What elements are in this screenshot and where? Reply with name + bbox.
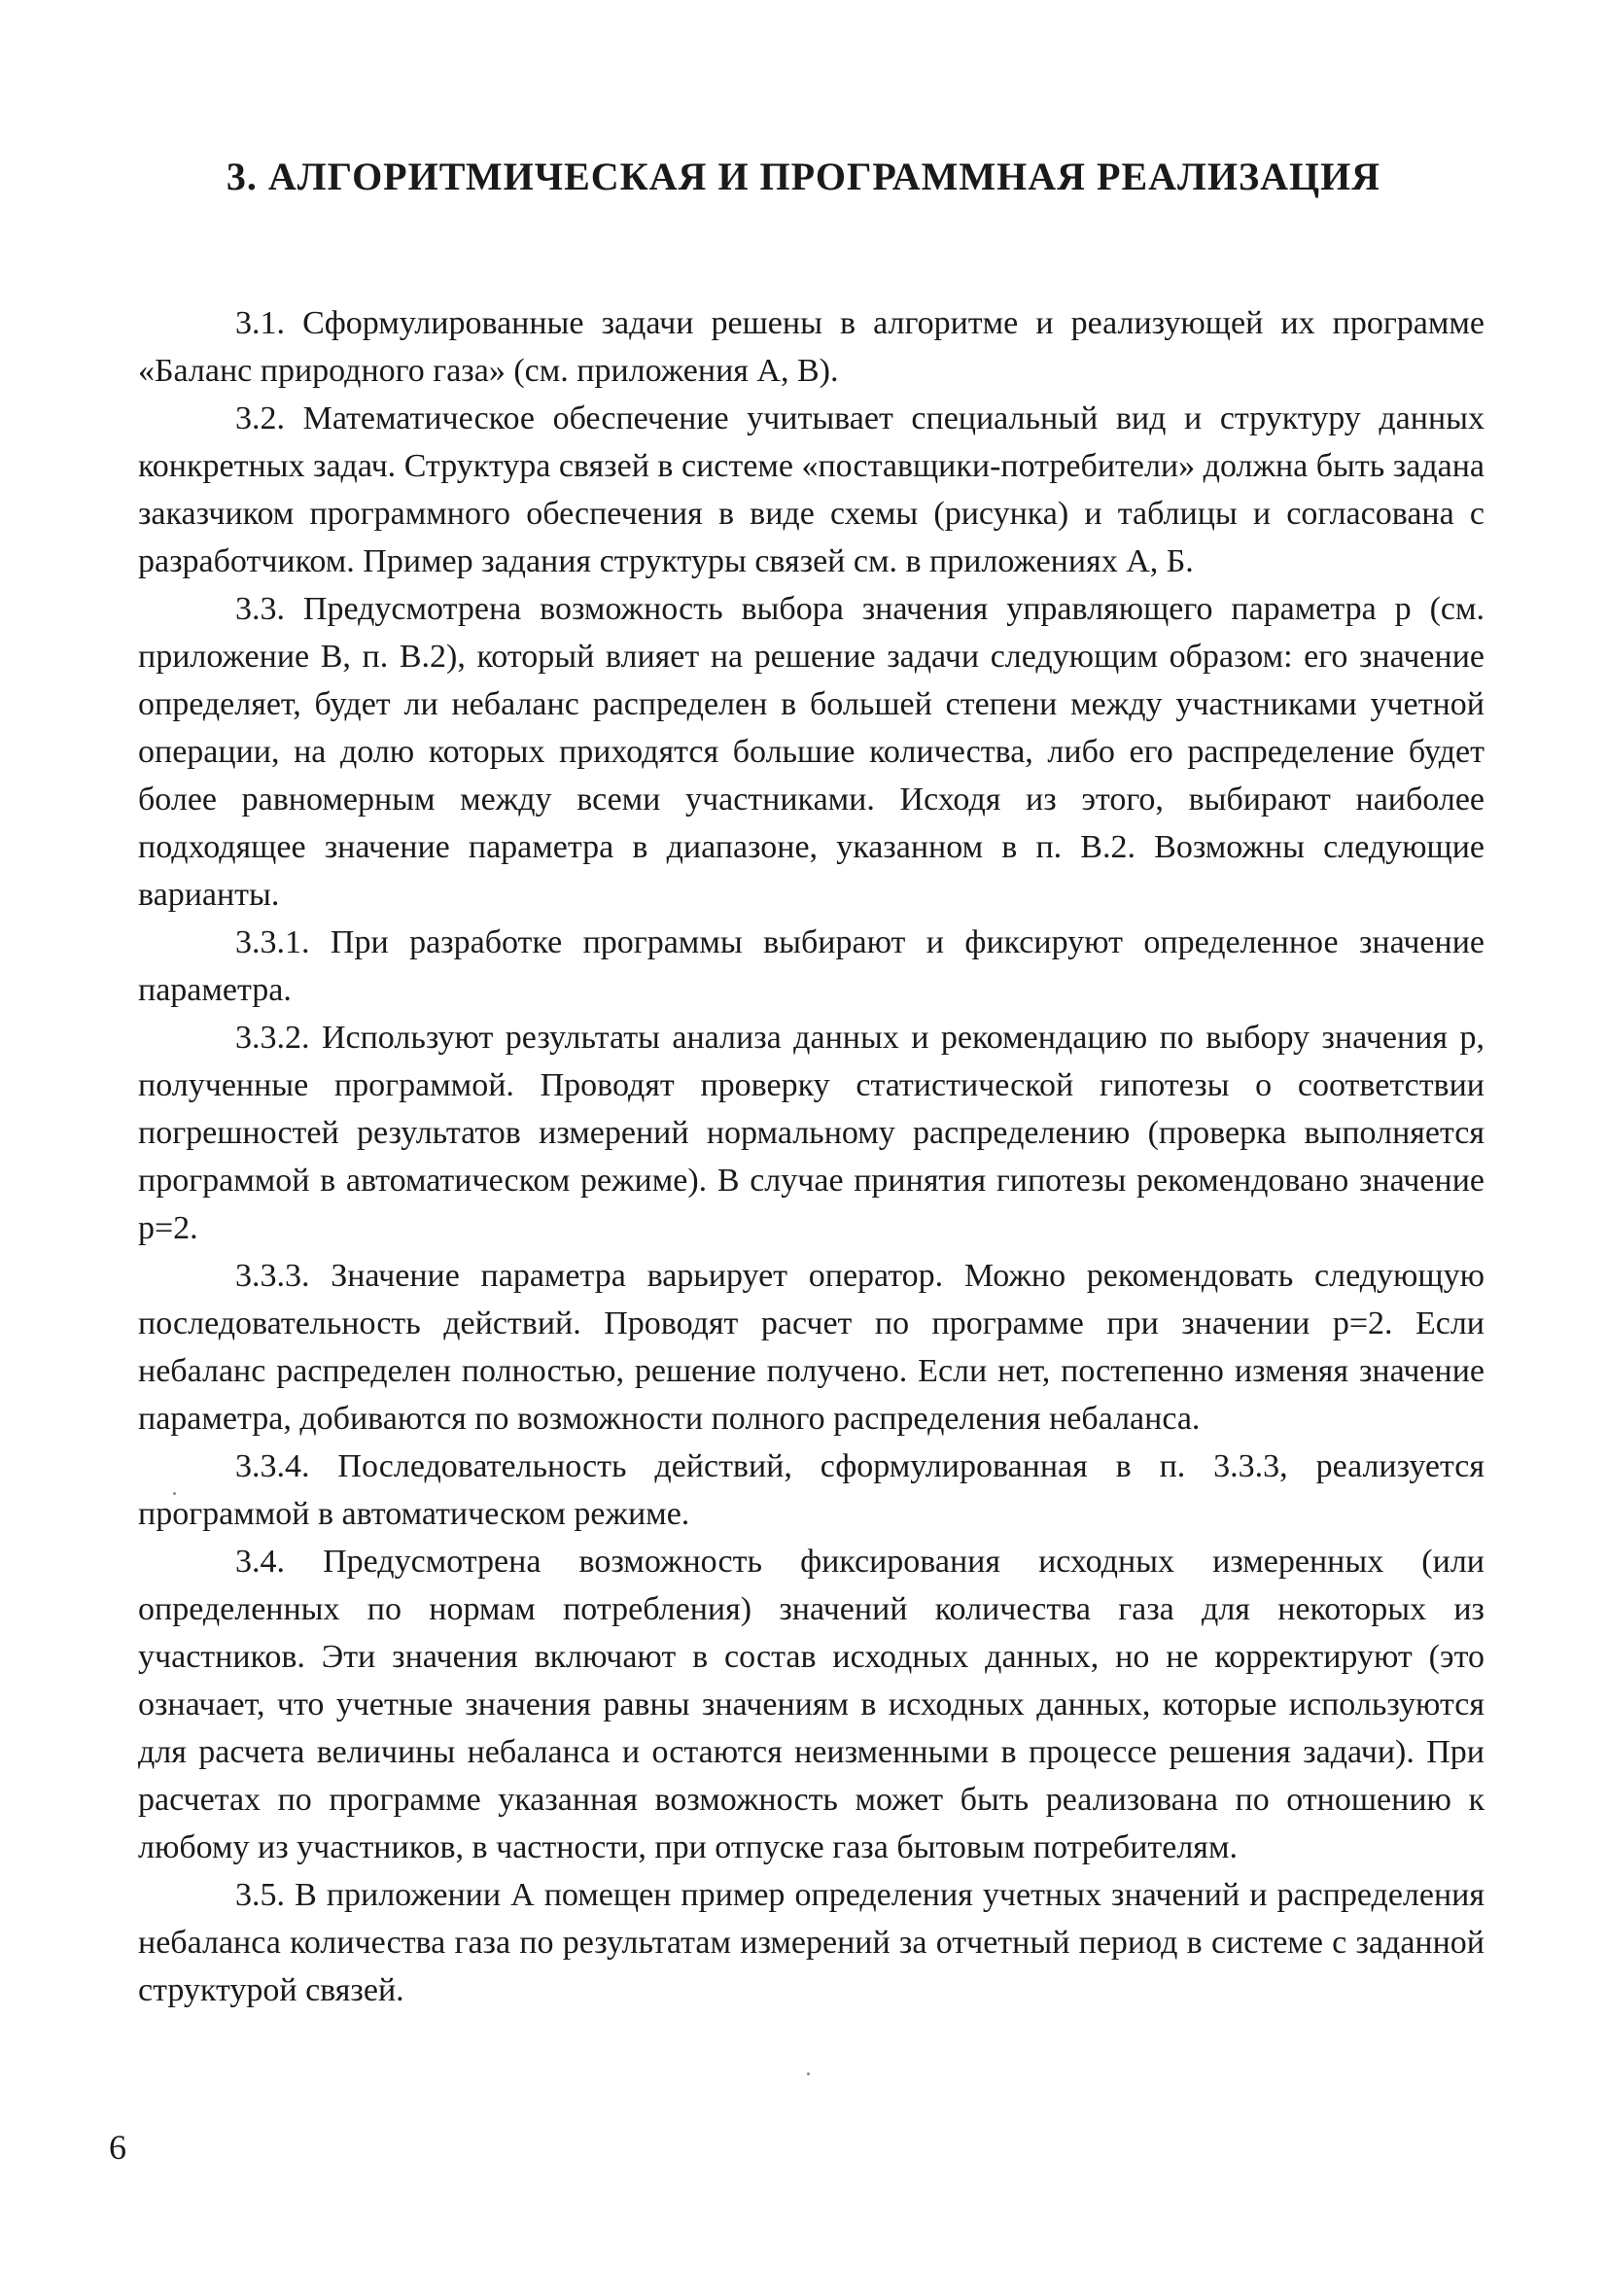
scan-speck — [807, 2072, 810, 2075]
paragraph-3-2: 3.2. Математическое обеспечение учитывает специальный вид и структуру данных конкретных задач. Структура связей в системе «поставщики-потребители» должна быть задана заказчиком программного обеспечения в виде схемы (рисунка) и таблицы и согласована с разработчиком. Пример задания структуры связей см. в приложениях А, Б. — [138, 400, 1485, 579]
paragraph-3-3: 3.3. Предусмотрена возможность выбора значения управляющего параметра p (см. приложение В, п. В.2), который влияет на решение задачи следующим образом: его значение определяет, будет ли небаланс распределен в большей степени между участниками учетной операции, на долю которых приходятся большие количества, либо его распределение будет более равномерным между всеми участниками. Исходя из этого, выбирают наиболее подходящее значение параметра в диапазоне, указанном в п. В.2. Возможны следующие варианты. — [138, 591, 1485, 913]
section-title: 3. АЛГОРИТМИЧЕСКАЯ И ПРОГРАММНАЯ РЕАЛИЗАЦИЯ — [226, 155, 1381, 198]
paragraph-3-3-4: 3.3.4. Последовательность действий, сформулированная в п. 3.3.3, реализуется программой в автоматическом режиме. — [138, 1448, 1485, 1532]
body-text — [138, 299, 1485, 2014]
paragraph-3-4: 3.4. Предусмотрена возможность фиксирования исходных измеренных (или определенных по нормам потребления) значений количества газа для некоторых из участников. Эти значения включают в состав исходных данных, но не корректируют (это означает, что учетные значения равны значениям в исходных данных, которые используются для расчета величины небаланса и остаются неизменными в процессе решения задачи). При расчетах по программе указанная возможность может быть реализована по отношению к любому из участников, в частности, при отпуске газа бытовым потребителям. — [138, 1544, 1485, 1865]
scan-speck — [173, 1492, 176, 1495]
paragraph-3-1: 3.1. Сформулированные задачи решены в алгоритме и реализующей их программе «Баланс природного газа» (см. приложения А, В). — [138, 305, 1485, 389]
paragraph-3-3-2: 3.3.2. Используют результаты анализа данных и рекомендацию по выбору значения p, полученные программой. Проводят проверку статистической гипотезы о соответствии погрешностей результатов измерений нормальному распределению (проверка выполняется программой в автоматическом режиме). В случае принятия гипотезы рекомендовано значение p=2. — [138, 1020, 1485, 1246]
paragraph-3-3-1: 3.3.1. При разработке программы выбирают и фиксируют определенное значение параметра. — [138, 924, 1485, 1008]
page-number: 6 — [109, 2128, 126, 2167]
paragraph-3-3-3: 3.3.3. Значение параметра варьирует оператор. Можно рекомендовать следующую последовательность действий. Проводят расчет по программе при значении p=2. Если небаланс распределен полностью, решение получено. Если нет, постепенно изменяя значение параметра, добиваются по возможности полного распределения небаланса. — [138, 1258, 1485, 1437]
paragraph-3-5: 3.5. В приложении А помещен пример определения учетных значений и распределения небаланса количества газа по результатам измерений за отчетный период в системе с заданной структурой связей. — [138, 1877, 1485, 2008]
